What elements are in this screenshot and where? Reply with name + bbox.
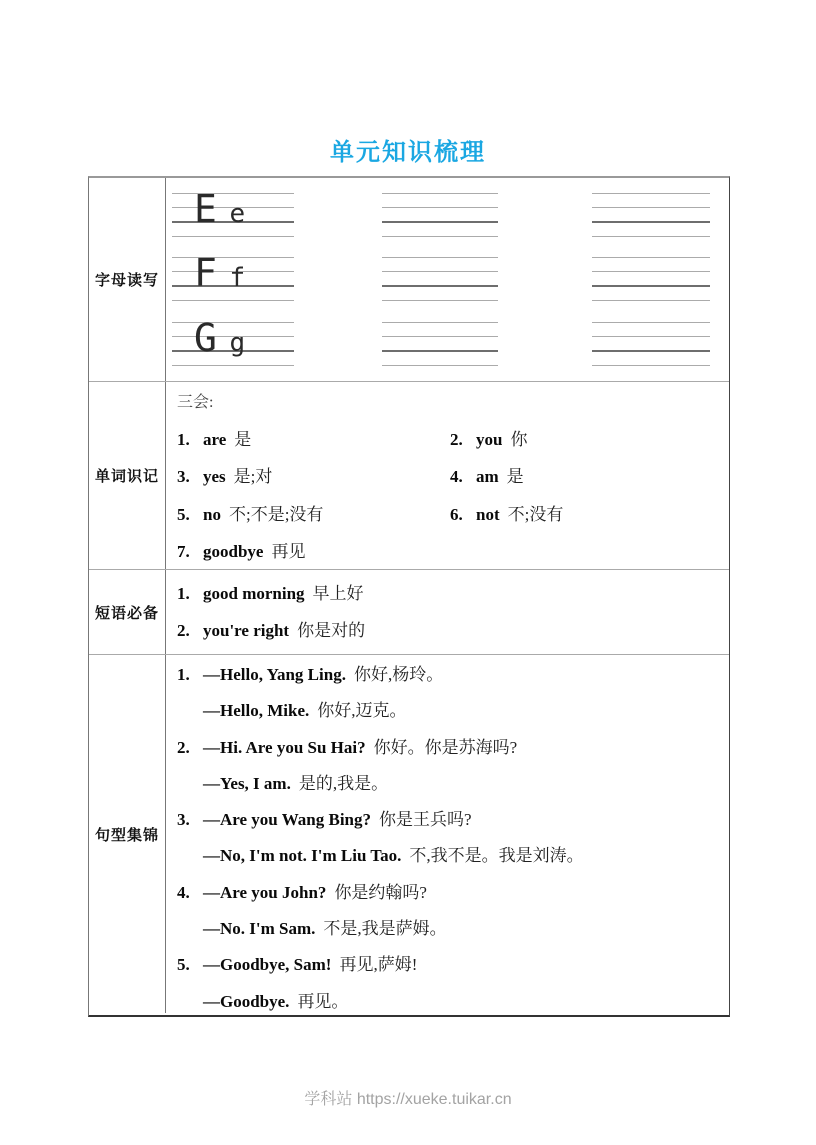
word-en: no [203,504,221,524]
row-header-words [89,382,166,569]
words-heading-line [177,385,729,422]
page-title: 单元知识梳理 [330,139,486,166]
word-item [177,459,450,497]
handwriting-stave-blank [592,193,710,237]
sentence-zh: 你好,迈克。 [317,701,407,721]
table-row-words [89,381,729,569]
word-zh: 不;没有 [507,504,564,524]
sentence-zh: 你好,杨玲。 [353,665,444,684]
lowercase-letter: e [229,199,246,229]
item-number: 5. [177,955,190,975]
row-header-letters [89,178,166,381]
phrase-en: good morning [203,584,305,603]
sentence-zh: 是的,我是。 [298,773,389,793]
sentence-en: —Are you John? [203,882,327,902]
uppercase-letter: G [194,316,217,360]
sentence-line [177,838,729,874]
word-zh: 不;不是;没有 [228,504,324,524]
sentence-line [177,875,729,911]
sentence-line [177,766,729,802]
item-number: 5. [177,504,190,524]
row-header-sentences [89,655,166,1013]
handwriting-stave-blank [382,257,498,301]
word-item [450,497,729,535]
sentence-line [177,693,729,729]
word-line [177,422,729,460]
item-number: 4. [177,882,190,902]
sentence-zh: 你是约翰吗? [334,882,427,902]
item-number: 3. [177,467,190,486]
word-en: goodbye [203,542,264,561]
sentence-zh: 再见。 [297,991,349,1011]
handwriting-stave-blank [592,322,710,366]
row-header-label: 短语必备 [94,604,159,622]
lowercase-letter: f [229,263,246,293]
handwriting-stave-blank [592,257,710,301]
sentence-en: —No. I'm Sam. [203,919,316,939]
handwriting-stave [172,316,294,366]
phrase-line [177,613,729,650]
item-number: 1. [177,665,190,684]
item-number: 3. [177,810,190,830]
phrase-zh: 早上好 [312,584,364,603]
word-zh: 是;对 [233,467,273,486]
letters-practice-area [167,178,729,381]
uppercase-letter: E [194,187,217,231]
row-header-phrases [89,570,166,654]
handwriting-stave [172,251,294,301]
item-number: 7. [177,542,190,561]
word-en: are [203,429,227,449]
sentence-line [177,947,729,983]
word-item [177,497,450,535]
word-zh: 再见 [271,542,306,561]
word-zh: 你 [510,429,528,449]
word-en: not [476,504,500,524]
sentence-en: —Are you Wang Bing? [203,810,371,830]
sentence-en: —Goodbye. [203,991,290,1011]
table-row-phrases [89,569,729,654]
phrase-zh: 你是对的 [297,621,366,640]
word-line [177,497,729,535]
lowercase-letter: g [229,328,246,358]
sentence-line [177,730,729,766]
letter-pair [194,316,246,365]
word-en: you [476,429,503,449]
letter-pair [194,187,246,236]
handwriting-stave [172,187,294,237]
sentence-en: —Hi. Are you Su Hai? [203,737,366,757]
footer-watermark: 学科站 https://xueke.tuikar.cn [304,1091,512,1108]
word-en: yes [203,467,226,486]
sentence-en: —Hello, Yang Ling. [203,665,346,684]
sentences-area [167,655,729,1013]
word-item [450,422,729,460]
row-header-label: 句型集锦 [94,826,159,844]
sentence-zh: 再见,萨姆! [339,955,418,975]
row-header-label: 字母读写 [94,272,159,289]
sentence-en: —Yes, I am. [203,773,291,793]
knowledge-table [88,176,730,1017]
word-item [177,534,729,572]
item-number: 6. [450,504,463,524]
sentence-en: —Goodbye, Sam! [203,955,332,975]
item-number: 1. [177,584,190,603]
sentence-line [177,657,729,693]
phrase-en: you're right [203,621,290,640]
sentence-zh: 你好。你是苏海吗? [373,737,518,757]
sentence-line [177,911,729,947]
word-item [450,459,729,497]
handwriting-stave-blank [382,322,498,366]
phrases-area [167,570,729,654]
phrase-line [177,576,729,613]
row-header-label: 单词识记 [94,468,159,485]
word-item [177,422,450,460]
sentence-zh: 不,我不是。我是刘涛。 [409,846,584,866]
item-number: 2. [177,621,190,640]
sentence-zh: 你是王兵吗? [379,810,472,830]
sentence-en: —No, I'm not. I'm Liu Tao. [203,846,402,866]
letter-pair [194,251,246,300]
item-number: 2. [450,429,463,449]
item-number: 4. [450,467,463,486]
handwriting-stave-blank [382,193,498,237]
uppercase-letter: F [194,251,217,295]
sentence-line [177,802,729,838]
words-heading: 三会: [177,394,214,411]
sentence-zh: 不是,我是萨姆。 [323,919,447,939]
item-number: 1. [177,429,190,449]
word-en: am [476,467,499,486]
item-number: 2. [177,737,190,757]
word-zh: 是 [234,429,252,449]
sentence-en: —Hello, Mike. [203,701,310,721]
word-line [177,534,729,572]
table-row-sentences [89,654,729,1013]
table-row-letters [89,178,729,381]
word-line [177,459,729,497]
word-zh: 是 [506,467,524,486]
sentence-line [177,984,729,1020]
words-area [167,382,729,569]
